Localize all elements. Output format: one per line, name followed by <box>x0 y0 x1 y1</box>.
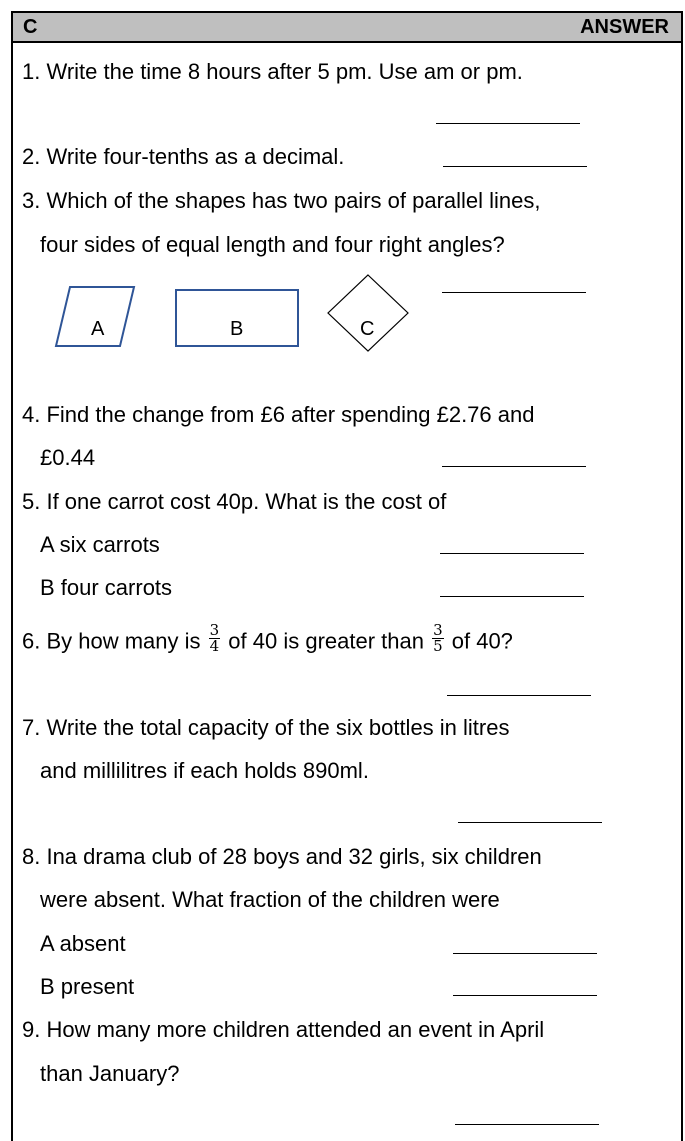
question-5-line-1: 5. If one carrot cost 40p. What is the cost of <box>22 489 447 514</box>
answer-blank-8b[interactable] <box>453 995 597 996</box>
answer-blank-6[interactable] <box>447 695 591 696</box>
answer-blank-4[interactable] <box>442 466 586 467</box>
question-5-part-b: B four carrots <box>40 575 173 600</box>
question-8-line-2: were absent. What fraction of the children were <box>40 887 500 912</box>
question-3-line-1: 3. Which of the shapes has two pairs of parallel lines, <box>22 188 541 213</box>
fraction-1-numerator: 3 <box>209 621 220 639</box>
answer-blank-7[interactable] <box>458 822 602 823</box>
question-6-text <box>22 621 513 658</box>
question-6-suffix: of 40? <box>445 628 513 654</box>
question-4-line-1: 4. Find the change from £6 after spending £2.76 and <box>22 402 535 427</box>
answer-blank-9[interactable] <box>455 1124 599 1125</box>
fraction-1-denominator: 4 <box>209 637 220 655</box>
shape-a-label: A <box>91 318 105 340</box>
question-6-middle: of 40 is greater than <box>222 628 431 654</box>
fraction-three-quarters <box>209 623 221 654</box>
answer-blank-5b[interactable] <box>440 596 584 597</box>
question-1-text: 1. Write the time 8 hours after 5 pm. Use am or pm. <box>22 59 523 84</box>
question-8-part-a: A absent <box>40 931 126 956</box>
shape-c-label: C <box>360 318 375 340</box>
question-4-line-2: £0.44 <box>40 445 96 470</box>
answer-blank-5a[interactable] <box>440 553 584 554</box>
answer-blank-8a[interactable] <box>453 953 597 954</box>
fraction-2-denominator: 5 <box>433 637 443 655</box>
question-3-line-2: four sides of equal length and four right angles? <box>40 232 505 257</box>
question-9-line-2: than January? <box>40 1061 180 1086</box>
section-label: C <box>23 16 38 38</box>
fraction-2-numerator: 3 <box>433 621 443 639</box>
fraction-three-fifths <box>432 623 444 654</box>
answer-column-label: ANSWER <box>580 16 669 38</box>
question-7-line-1: 7. Write the total capacity of the six bottles in litres <box>22 715 510 740</box>
question-9-line-1: 9. How many more children attended an event in April <box>22 1017 545 1042</box>
question-2-text: 2. Write four-tenths as a decimal. <box>22 144 345 169</box>
shape-b-label: B <box>230 318 244 340</box>
question-8-part-b: B present <box>40 974 135 999</box>
question-8-line-1: 8. Ina drama club of 28 boys and 32 girls, six children <box>22 844 542 869</box>
question-5-part-a: A six carrots <box>40 532 160 557</box>
question-7-line-2: and millilitres if each holds 890ml. <box>40 758 369 783</box>
question-6-prefix: 6. By how many is <box>22 628 207 654</box>
